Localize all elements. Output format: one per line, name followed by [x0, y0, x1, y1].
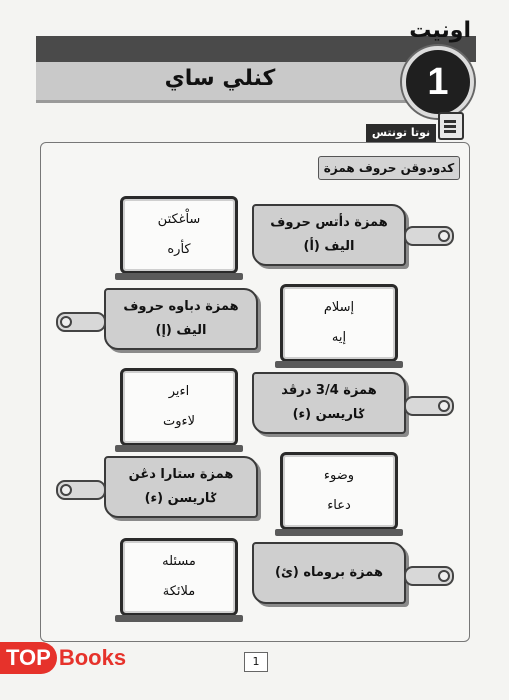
- note-label: نوتا تونتس: [366, 124, 436, 142]
- word: ملائكة: [162, 584, 196, 599]
- rule-line: اليف (أ): [303, 239, 355, 254]
- logo-top: TOP: [0, 642, 57, 674]
- topbooks-logo: [0, 640, 126, 676]
- scroll-icon: [404, 226, 454, 246]
- rule-banner: [252, 204, 406, 266]
- rule-line: همزة بروماه (ئ): [275, 565, 383, 580]
- rule-line: ݢاريسن (ء): [292, 407, 366, 422]
- page-number: 1: [244, 652, 268, 672]
- section-label: كدودوقن حروف همزة: [318, 156, 460, 180]
- word: وضوء: [323, 468, 355, 483]
- word-board: [120, 368, 238, 446]
- note-icon: [438, 112, 464, 140]
- rule-line: همزة ستارا دڠن: [128, 467, 234, 482]
- rule-banner: [104, 456, 258, 518]
- rule-line: همزة دباوه حروف: [123, 299, 239, 314]
- rule-line: اليف (إ): [155, 323, 207, 338]
- word: ساْغكتن: [157, 212, 201, 227]
- rule-banner: [252, 372, 406, 434]
- unit-number-badge: 1: [402, 46, 474, 118]
- word: لاءوت: [162, 414, 196, 429]
- word-board: [280, 452, 398, 530]
- word: كأره: [167, 242, 191, 257]
- rule-line: همزة دأتس حروف: [270, 215, 388, 230]
- scroll-icon: [56, 312, 106, 332]
- unit-word: اونيت: [409, 18, 471, 43]
- word: إيه: [331, 330, 347, 345]
- word-board: [120, 538, 238, 616]
- word: إسلام: [323, 300, 355, 315]
- word: دعاء: [327, 498, 351, 513]
- rule-banner: [104, 288, 258, 350]
- rule-line: همزة 3/4 درڤد: [281, 383, 377, 398]
- rule-line: ݢاريسن (ء): [144, 491, 218, 506]
- page-title: كنلي ساي: [164, 66, 276, 91]
- scroll-icon: [404, 566, 454, 586]
- scroll-icon: [404, 396, 454, 416]
- rule-banner: [252, 542, 406, 604]
- word-board: [280, 284, 398, 362]
- scroll-icon: [56, 480, 106, 500]
- word-board: [120, 196, 238, 274]
- word: مسئله: [162, 554, 196, 569]
- logo-books: Books: [58, 645, 127, 670]
- word: اءير: [168, 384, 190, 399]
